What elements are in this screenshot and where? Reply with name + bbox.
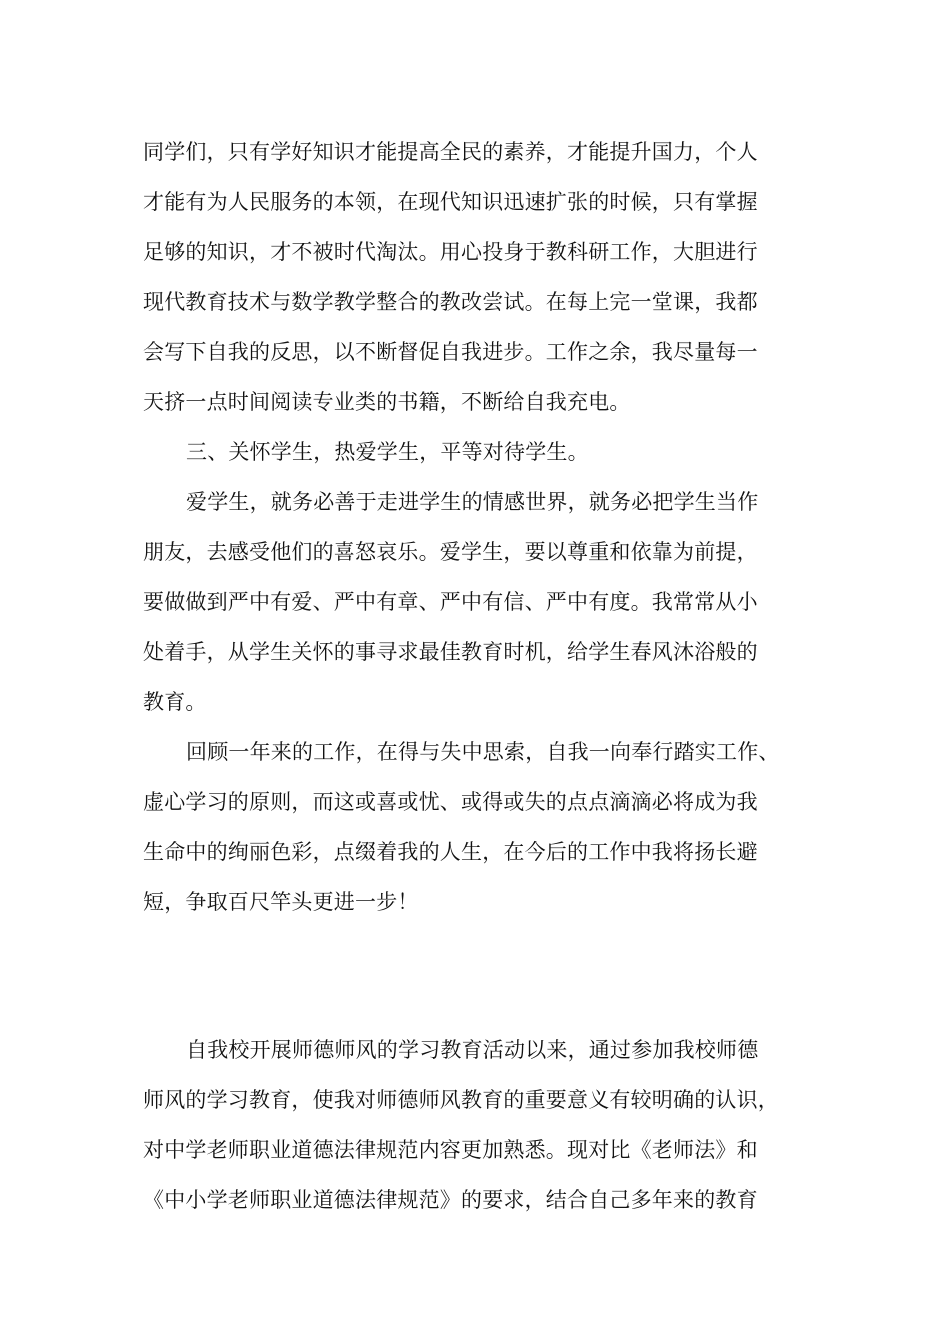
- text-line: 处着手，从学生关怀的事寻求最佳教育时机，给学生春风沐浴般的: [143, 640, 758, 664]
- text-line: 天挤一点时间阅读专业类的书籍，不断给自我充电。: [143, 390, 631, 414]
- text-line: 朋友，去感受他们的喜怒哀乐。爱学生，要以尊重和依靠为前提，: [143, 540, 758, 564]
- text-line: 会写下自我的反思，以不断督促自我进步。工作之余，我尽量每一: [143, 340, 758, 364]
- text-line: 现代教育技术与数学教学整合的教改尝试。在每上完一堂课，我都: [143, 290, 758, 314]
- text-line: 同学们，只有学好知识才能提高全民的素养，才能提升国力，个人: [143, 140, 758, 164]
- text-line: 教育。: [143, 690, 207, 714]
- section-heading: 三、关怀学生，热爱学生，平等对待学生。: [186, 440, 589, 464]
- text-line: 虚心学习的原则，而这或喜或忧、或得或失的点点滴滴必将成为我: [143, 790, 758, 814]
- text-line: 足够的知识，才不被时代淘汰。用心投身于教科研工作，大胆进行: [143, 240, 758, 264]
- text-line: 回顾一年来的工作，在得与失中思索，自我一向奉行踏实工作、: [186, 740, 780, 764]
- text-line: 《中小学老师职业道德法律规范》的要求，结合自己多年来的教育: [143, 1188, 758, 1212]
- text-line: 生命中的绚丽色彩，点缀着我的人生，在今后的工作中我将扬长避: [143, 840, 758, 864]
- text-line: 对中学老师职业道德法律规范内容更加熟悉。现对比《老师法》和: [143, 1138, 758, 1162]
- text-line: 自我校开展师德师风的学习教育活动以来，通过参加我校师德: [186, 1038, 759, 1062]
- text-line: 爱学生，就务必善于走进学生的情感世界，就务必把学生当作: [186, 490, 759, 514]
- text-line: 师风的学习教育，使我对师德师风教育的重要意义有较明确的认识，: [143, 1088, 779, 1112]
- text-line: 要做做到严中有爱、严中有章、严中有信、严中有度。我常常从小: [143, 590, 758, 614]
- text-line: 短，争取百尺竿头更进一步！: [143, 890, 419, 914]
- text-line: 才能有为人民服务的本领，在现代知识迅速扩张的时候，只有掌握: [143, 190, 758, 214]
